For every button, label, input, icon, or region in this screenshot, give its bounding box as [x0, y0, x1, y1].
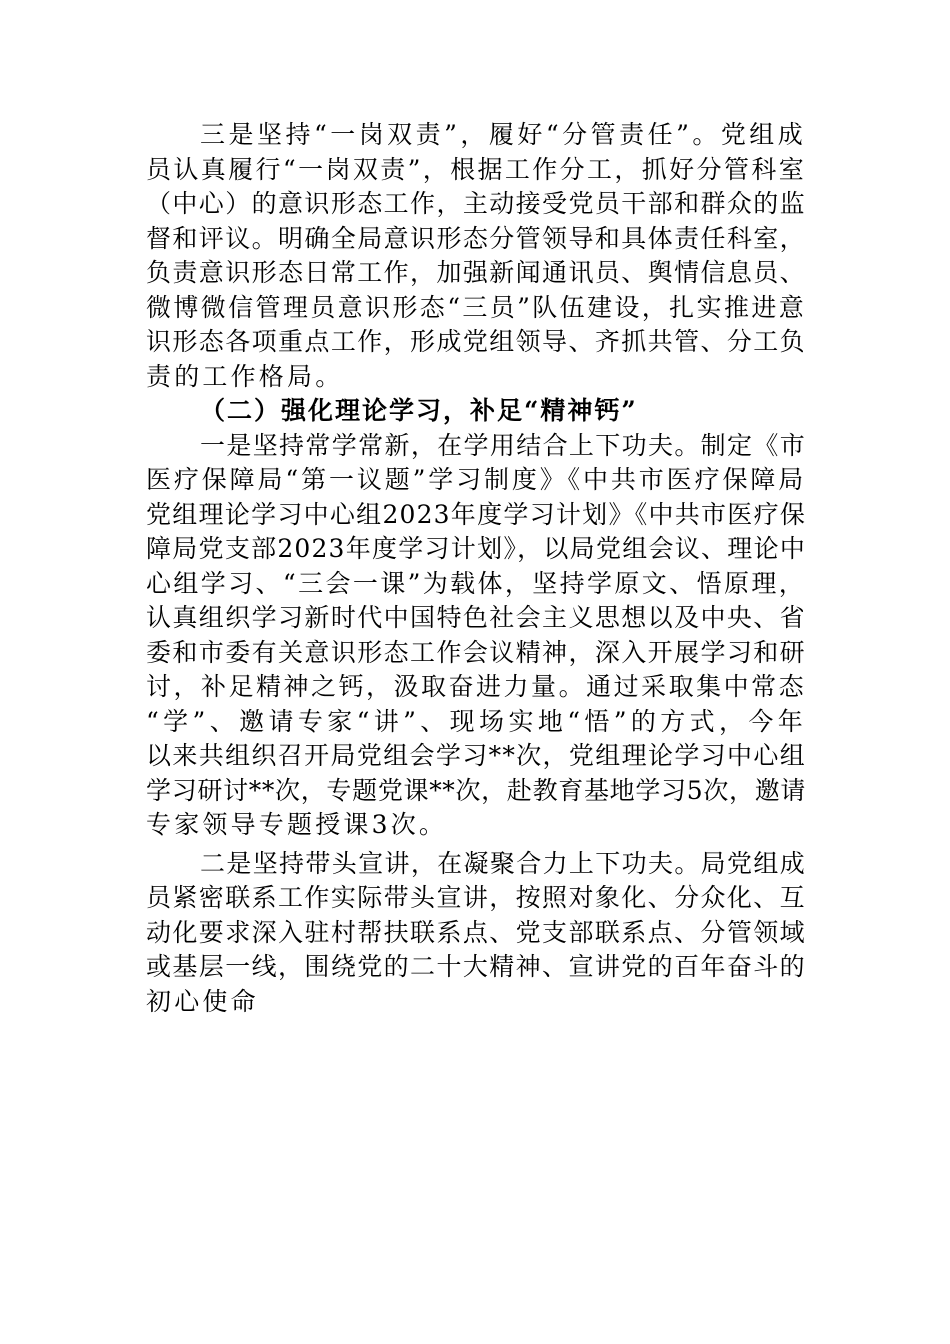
text-line: （中心）的意识形态工作，主动接受党员干部和群众的监: [146, 189, 806, 218]
text-line: 三是坚持“一岗双责”，履好“分管责任”。党组成: [200, 120, 806, 149]
text-line: 委和市委有关意识形态工作会议精神，深入开展学习和研: [146, 637, 806, 667]
text-line: 认真组织学习新时代中国特色社会主义思想以及中央、省: [146, 603, 806, 632]
text-line: 专家领导专题授课3次。: [146, 810, 448, 839]
text-line: 以来共组织召开局党组会学习**次，党组理论学习中心组: [146, 741, 806, 770]
text-line: 党组理论学习中心组2023年度学习计划》《中共市医疗保: [146, 499, 806, 529]
text-line: 二是坚持带头宣讲，在凝聚合力上下功夫。局党组成: [200, 848, 806, 878]
text-line: 动化要求深入驻村帮扶联系点、党支部联系点、分管领域: [146, 917, 806, 947]
section-heading-text: （二）强化理论学习，补足“精神钙”: [200, 396, 638, 425]
text-line: 督和评议。明确全局意识形态分管领导和具体责任科室，: [146, 223, 806, 253]
text-line: “学”、邀请专家“讲”、现场实地“悟”的方式，今年: [146, 706, 806, 736]
text-line: 学习研讨**次，专题党课**次，赴教育基地学习5次，邀请: [146, 775, 806, 805]
text-line: 微博微信管理员意识形态“三员”队伍建设，扎实推进意: [146, 292, 806, 322]
text-line: 障局党支部2023年度学习计划》，以局党组会议、理论中: [146, 534, 806, 563]
text-line: 初心使命: [146, 986, 259, 1016]
text-line: 识形态各项重点工作，形成党组领导、齐抓共管、分工负: [146, 327, 806, 356]
section-heading: [146, 394, 806, 429]
paragraph-lead-lectures: [146, 847, 806, 1020]
text-line: 心组学习、“三会一课”为载体，坚持学原文、悟原理，: [146, 568, 806, 598]
paragraph-one-post-two-duties: [146, 118, 806, 394]
paragraph-regular-study: [146, 429, 806, 843]
text-line: 讨，补足精神之钙，汲取奋进力量。通过采取集中常态: [146, 672, 806, 701]
text-line: 责的工作格局。: [146, 361, 344, 391]
text-line: 员认真履行“一岗双责”，根据工作分工，抓好分管科室: [146, 154, 806, 184]
text-line: 医疗保障局“第一议题”学习制度》《中共市医疗保障局: [146, 465, 806, 494]
text-line: 或基层一线，围绕党的二十大精神、宣讲党的百年奋斗的: [146, 952, 806, 981]
text-line: 一是坚持常学常新，在学用结合上下功夫。制定《市: [200, 430, 806, 460]
text-line: 员紧密联系工作实际带头宣讲，按照对象化、分众化、互: [146, 883, 806, 912]
document-body: [146, 118, 806, 1019]
text-line: 负责意识形态日常工作，加强新闻通讯员、舆情信息员、: [146, 258, 806, 287]
